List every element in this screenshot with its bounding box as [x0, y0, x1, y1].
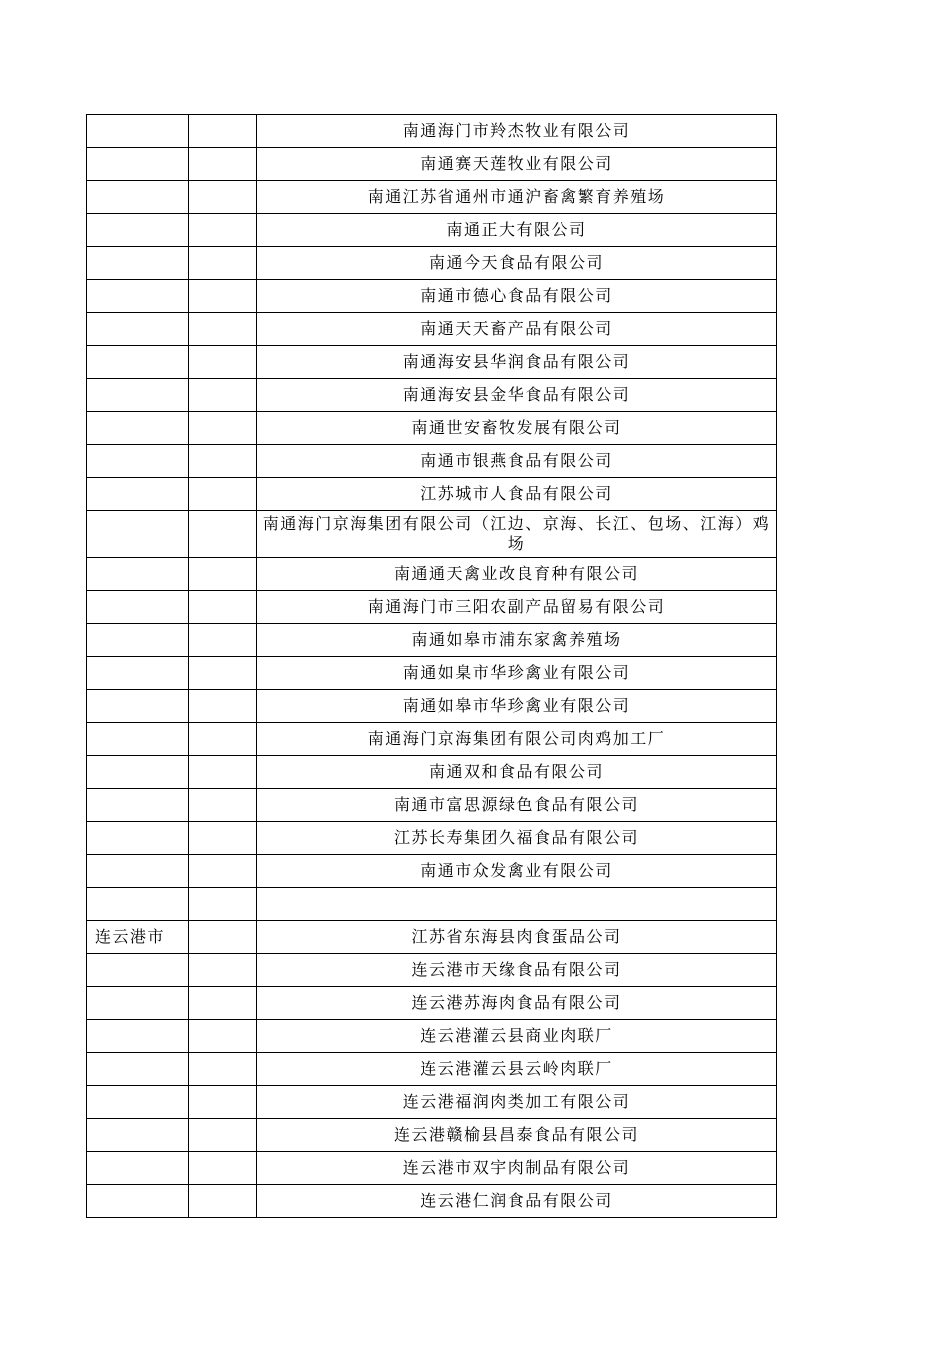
- company-cell: 南通双和食品有限公司: [257, 756, 777, 789]
- city-cell: [87, 379, 189, 412]
- code-cell: [189, 921, 257, 954]
- code-cell: [189, 1119, 257, 1152]
- code-cell: [189, 379, 257, 412]
- company-cell: 南通赛天莲牧业有限公司: [257, 148, 777, 181]
- company-cell: 连云港市天缘食品有限公司: [257, 954, 777, 987]
- company-cell: 南通市众发禽业有限公司: [257, 855, 777, 888]
- city-cell: [87, 756, 189, 789]
- company-cell: 连云港灌云县云岭肉联厂: [257, 1053, 777, 1086]
- code-cell: [189, 280, 257, 313]
- table-row: [87, 657, 777, 690]
- company-cell: 连云港赣榆县昌泰食品有限公司: [257, 1119, 777, 1152]
- city-cell: [87, 478, 189, 511]
- table-row: [87, 247, 777, 280]
- company-cell: 南通世安畜牧发展有限公司: [257, 412, 777, 445]
- city-cell: [87, 1119, 189, 1152]
- table-row: [87, 412, 777, 445]
- company-cell: 连云港福润肉类加工有限公司: [257, 1086, 777, 1119]
- company-cell: 南通如臬市华珍禽业有限公司: [257, 657, 777, 690]
- city-cell: [87, 624, 189, 657]
- code-cell: [189, 855, 257, 888]
- code-cell: [189, 723, 257, 756]
- table-row: [87, 1185, 777, 1218]
- company-table-body: [87, 115, 777, 1218]
- table-row: [87, 558, 777, 591]
- company-cell: 南通如皋市浦东家禽养殖场: [257, 624, 777, 657]
- company-cell: 南通江苏省通州市通沪畜禽繁育养殖场: [257, 181, 777, 214]
- code-cell: [189, 313, 257, 346]
- table-row: [87, 511, 777, 558]
- city-cell: [87, 115, 189, 148]
- code-cell: [189, 181, 257, 214]
- table-row: [87, 1053, 777, 1086]
- table-row: [87, 148, 777, 181]
- city-cell: [87, 591, 189, 624]
- table-row: [87, 888, 777, 921]
- code-cell: [189, 1020, 257, 1053]
- company-cell: 南通海门市羚杰牧业有限公司: [257, 115, 777, 148]
- table-row: [87, 954, 777, 987]
- table-row: [87, 1020, 777, 1053]
- code-cell: [189, 789, 257, 822]
- table-row: [87, 379, 777, 412]
- company-cell: 南通今天食品有限公司: [257, 247, 777, 280]
- company-cell: 南通市银燕食品有限公司: [257, 445, 777, 478]
- code-cell: [189, 346, 257, 379]
- table-row: [87, 1086, 777, 1119]
- company-cell: 南通正大有限公司: [257, 214, 777, 247]
- city-cell: [87, 954, 189, 987]
- company-cell: 南通如皋市华珍禽业有限公司: [257, 690, 777, 723]
- code-cell: [189, 954, 257, 987]
- company-table-sheet: [86, 114, 777, 1218]
- code-cell: [189, 624, 257, 657]
- code-cell: [189, 822, 257, 855]
- code-cell: [189, 412, 257, 445]
- city-cell: [87, 1185, 189, 1218]
- code-cell: [189, 756, 257, 789]
- company-cell: 南通海门市三阳农副产品留易有限公司: [257, 591, 777, 624]
- city-cell: [87, 657, 189, 690]
- city-cell: [87, 148, 189, 181]
- company-cell: 连云港苏海肉食品有限公司: [257, 987, 777, 1020]
- table-row: [87, 346, 777, 379]
- city-cell: [87, 412, 189, 445]
- code-cell: [189, 115, 257, 148]
- code-cell: [189, 511, 257, 558]
- city-cell: [87, 1152, 189, 1185]
- city-cell: [87, 247, 189, 280]
- code-cell: [189, 888, 257, 921]
- city-cell: [87, 987, 189, 1020]
- city-cell: [87, 511, 189, 558]
- code-cell: [189, 690, 257, 723]
- company-cell: 江苏省东海县肉食蛋品公司: [257, 921, 777, 954]
- company-cell: [257, 888, 777, 921]
- table-row: [87, 115, 777, 148]
- company-cell: 南通海门京海集团有限公司（江边、京海、长江、包场、江海）鸡场: [257, 511, 777, 558]
- table-row: [87, 181, 777, 214]
- city-cell: [87, 1086, 189, 1119]
- table-row: [87, 1152, 777, 1185]
- table-row: [87, 789, 777, 822]
- company-cell: 南通天天畜产品有限公司: [257, 313, 777, 346]
- table-row: [87, 855, 777, 888]
- company-cell: 江苏长寿集团久福食品有限公司: [257, 822, 777, 855]
- table-row: [87, 624, 777, 657]
- table-row: [87, 214, 777, 247]
- city-cell: [87, 690, 189, 723]
- table-row: [87, 280, 777, 313]
- code-cell: [189, 214, 257, 247]
- city-cell: [87, 280, 189, 313]
- code-cell: [189, 445, 257, 478]
- code-cell: [189, 591, 257, 624]
- city-cell: [87, 214, 189, 247]
- city-cell: 连云港市: [87, 921, 189, 954]
- code-cell: [189, 1086, 257, 1119]
- city-cell: [87, 888, 189, 921]
- table-row: [87, 723, 777, 756]
- table-row: [87, 313, 777, 346]
- city-cell: [87, 855, 189, 888]
- company-cell: 南通海安县金华食品有限公司: [257, 379, 777, 412]
- company-cell: 江苏城市人食品有限公司: [257, 478, 777, 511]
- city-cell: [87, 346, 189, 379]
- company-cell: 连云港仁润食品有限公司: [257, 1185, 777, 1218]
- city-cell: [87, 445, 189, 478]
- code-cell: [189, 987, 257, 1020]
- city-cell: [87, 181, 189, 214]
- city-cell: [87, 789, 189, 822]
- company-cell: 连云港市双宇肉制品有限公司: [257, 1152, 777, 1185]
- code-cell: [189, 148, 257, 181]
- table-row: [87, 690, 777, 723]
- city-cell: [87, 723, 189, 756]
- code-cell: [189, 478, 257, 511]
- company-cell: 南通通天禽业改良育种有限公司: [257, 558, 777, 591]
- company-cell: 南通市德心食品有限公司: [257, 280, 777, 313]
- table-row: [87, 1119, 777, 1152]
- table-row: [87, 987, 777, 1020]
- company-cell: 南通市富思源绿色食品有限公司: [257, 789, 777, 822]
- company-cell: 南通海安县华润食品有限公司: [257, 346, 777, 379]
- code-cell: [189, 657, 257, 690]
- code-cell: [189, 247, 257, 280]
- table-row: [87, 591, 777, 624]
- code-cell: [189, 1185, 257, 1218]
- company-table: [86, 114, 777, 1218]
- city-cell: [87, 558, 189, 591]
- table-row: [87, 756, 777, 789]
- city-cell: [87, 1053, 189, 1086]
- company-cell: 连云港灌云县商业肉联厂: [257, 1020, 777, 1053]
- table-row: [87, 445, 777, 478]
- table-row: [87, 478, 777, 511]
- city-cell: [87, 1020, 189, 1053]
- table-row: [87, 822, 777, 855]
- company-cell: 南通海门京海集团有限公司肉鸡加工厂: [257, 723, 777, 756]
- code-cell: [189, 1053, 257, 1086]
- city-cell: [87, 313, 189, 346]
- code-cell: [189, 558, 257, 591]
- city-cell: [87, 822, 189, 855]
- table-row: [87, 921, 777, 954]
- code-cell: [189, 1152, 257, 1185]
